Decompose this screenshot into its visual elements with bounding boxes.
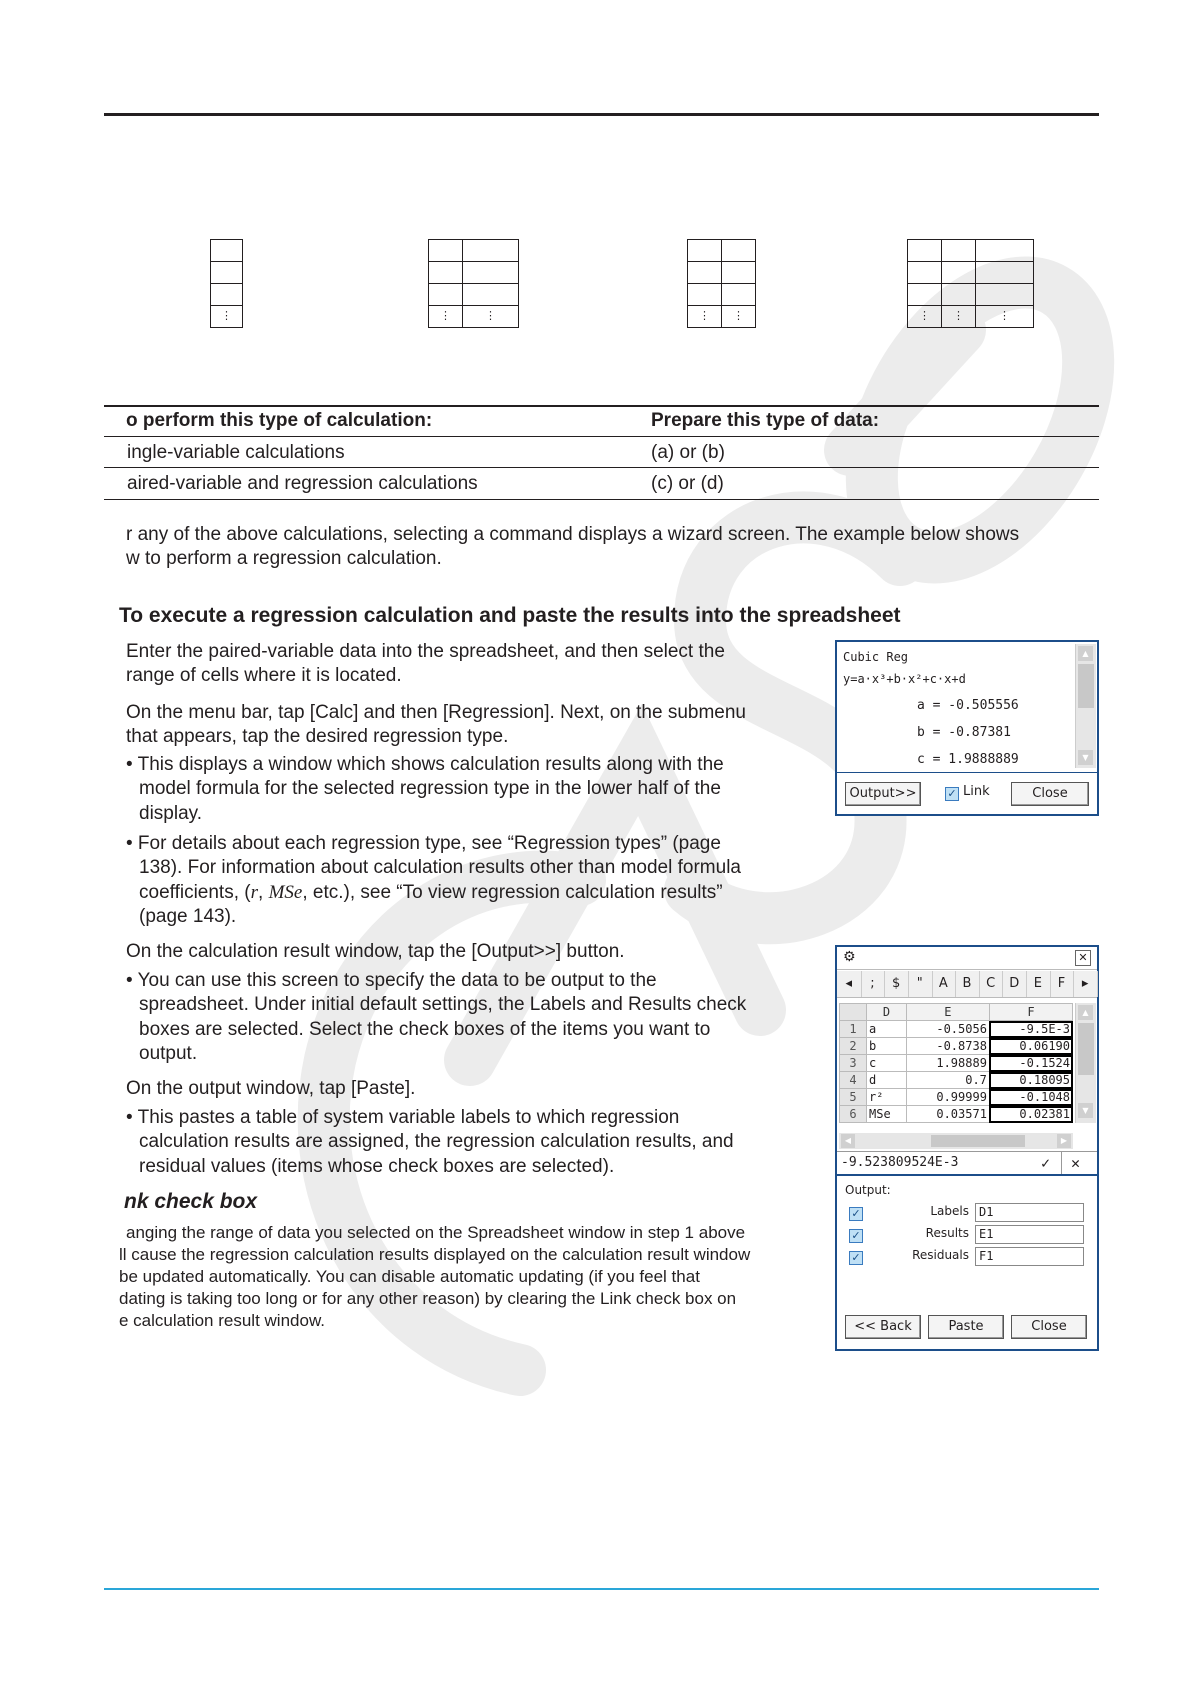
step1-line: Enter the paired-variable data into the spreadsheet, and then select the xyxy=(126,641,725,662)
bullet-line: (page 143). xyxy=(139,906,237,927)
divider xyxy=(1061,1152,1062,1174)
paste-button[interactable]: Paste xyxy=(928,1315,1004,1339)
table-top-rule xyxy=(104,405,1099,407)
cancel-x-icon[interactable]: ✕ xyxy=(1071,1154,1081,1172)
scroll-thumb[interactable] xyxy=(1078,1023,1094,1075)
intro-line: r any of the above calculations, selecting a command displays a wizard screen. The example below shows xyxy=(126,524,1020,545)
cell-label[interactable]: r² xyxy=(867,1089,907,1106)
bullet-line: calculation results are assigned, the regression calculation results, and xyxy=(139,1131,734,1152)
toolbar-item[interactable]: D xyxy=(1002,971,1027,997)
results-field[interactable]: E1 xyxy=(975,1225,1084,1244)
entry-line xyxy=(837,1151,1097,1176)
scroll-up-icon[interactable]: ▲ xyxy=(1078,646,1093,661)
data-grid-c: ⋮ ⋮ xyxy=(687,239,756,328)
toolbar-item[interactable]: " xyxy=(908,971,933,997)
result-scrollbar[interactable] xyxy=(1075,644,1096,768)
cell-residual[interactable]: -0.1524 xyxy=(989,1055,1072,1072)
cell-residual[interactable]: 0.18095 xyxy=(989,1072,1072,1089)
column-header[interactable]: D xyxy=(867,1004,907,1021)
scroll-right-icon[interactable]: ▶ xyxy=(1057,1134,1071,1148)
toolbar-item[interactable]: A xyxy=(932,971,957,997)
bullet-line: spreadsheet. Under initial default settings, the Labels and Results check xyxy=(139,994,747,1015)
top-rule xyxy=(104,113,1099,116)
spreadsheet-grid xyxy=(839,1003,1073,1123)
section-heading: To execute a regression calculation and paste the results into the spreadsheet xyxy=(119,604,901,627)
bullet-line: coefficients, (r, MSe, etc.), see “To view regression calculation results” xyxy=(139,882,723,903)
scroll-down-icon[interactable]: ▼ xyxy=(1078,1103,1093,1118)
cell-residual[interactable]: 0.02381 xyxy=(989,1106,1072,1123)
cell-label[interactable]: c xyxy=(867,1055,907,1072)
sheet-v-scrollbar[interactable] xyxy=(1075,1003,1096,1123)
bullet-line: • For details about each regression type, see “Regression types” (page xyxy=(126,833,721,854)
labels-label: Labels xyxy=(930,1204,969,1218)
result-a: a = -0.505556 xyxy=(917,698,1019,713)
results-label: Results xyxy=(925,1226,969,1240)
cell-label[interactable]: b xyxy=(867,1038,907,1055)
cell-label[interactable]: a xyxy=(867,1021,907,1038)
table-row xyxy=(840,1055,1073,1072)
regression-type-title: Cubic Reg xyxy=(843,650,909,664)
table-row-data: (c) or (d) xyxy=(651,473,724,494)
scroll-thumb[interactable] xyxy=(1078,664,1094,708)
intro-line: w to perform a regression calculation. xyxy=(126,548,442,569)
cell-residual[interactable]: -9.5E-3 xyxy=(989,1021,1072,1038)
bottom-rule xyxy=(104,1588,1099,1590)
cell-result[interactable]: 0.99999 xyxy=(906,1089,989,1106)
bullet-line: • This displays a window which shows calculation results along with the xyxy=(126,754,724,775)
table-rule xyxy=(104,436,1099,437)
scroll-up-icon[interactable]: ▲ xyxy=(1078,1005,1093,1020)
regression-result-window xyxy=(835,640,1099,816)
bullet-line: • You can use this screen to specify the data to be output to the xyxy=(126,970,657,991)
model-formula: y=a·x³+b·x²+c·x+d xyxy=(843,672,966,686)
bullet-line: output. xyxy=(139,1043,198,1064)
table-header-calc: o perform this type of calculation: xyxy=(126,410,433,431)
cell-label[interactable]: d xyxy=(867,1072,907,1089)
toolbar-item[interactable]: B xyxy=(955,971,980,997)
table-row xyxy=(840,1106,1073,1123)
row-header[interactable]: 5 xyxy=(840,1089,867,1106)
step2-line: On the menu bar, tap [Calc] and then [Regression]. Next, on the submenu xyxy=(126,702,746,723)
data-grid-a: ⋮ xyxy=(210,239,243,328)
close-button[interactable]: Close xyxy=(1011,1315,1087,1339)
bullet-line: model formula for the selected regression type in the lower half of the xyxy=(139,778,721,799)
table-row-data: (a) or (b) xyxy=(651,442,725,463)
table-row xyxy=(840,1089,1073,1106)
output-window-screen xyxy=(835,945,1099,1351)
residuals-label: Residuals xyxy=(912,1248,969,1262)
table-row-calc: ingle-variable calculations xyxy=(127,442,345,463)
labels-field[interactable]: D1 xyxy=(975,1203,1084,1222)
toolbar-item[interactable]: E xyxy=(1026,971,1051,997)
results-checkbox[interactable]: ✓ xyxy=(849,1229,863,1243)
residuals-checkbox[interactable]: ✓ xyxy=(849,1251,863,1265)
table-bottom-rule xyxy=(104,499,1099,500)
link-checkbox[interactable]: ✓ xyxy=(945,787,959,801)
sheet-h-scrollbar[interactable] xyxy=(839,1133,1073,1149)
row-header[interactable]: 4 xyxy=(840,1072,867,1089)
column-header[interactable]: F xyxy=(989,1004,1072,1021)
bullet-line: • This pastes a table of system variable labels to which regression xyxy=(126,1107,680,1128)
step2-line: that appears, tap the desired regression type. xyxy=(126,726,509,747)
cell-label[interactable]: MSe xyxy=(867,1106,907,1123)
step4-line: On the output window, tap [Paste]. xyxy=(126,1078,416,1099)
table-row-calc: aired-variable and regression calculations xyxy=(127,473,478,494)
result-b: b = -0.87381 xyxy=(917,725,1011,740)
data-grid-b: ⋮ ⋮ xyxy=(428,239,519,328)
link-text-line: dating is taking too long or for any other reason) by clearing the Link check box on xyxy=(119,1289,737,1308)
table-header-data: Prepare this type of data: xyxy=(651,410,880,431)
row-header[interactable]: 2 xyxy=(840,1038,867,1055)
h-scroll-thumb[interactable] xyxy=(931,1135,1025,1147)
toolbar-item[interactable]: ▸ xyxy=(1073,971,1098,997)
spreadsheet-toolbar xyxy=(837,971,1097,998)
link-text-line: e calculation result window. xyxy=(119,1311,326,1330)
cell-residual[interactable]: 0.06190 xyxy=(989,1038,1072,1055)
result-c: c = 1.9888889 xyxy=(917,752,1019,767)
close-button[interactable]: Close xyxy=(1011,782,1089,806)
link-text-line: ll cause the regression calculation results displayed on the calculation result window xyxy=(119,1245,751,1264)
table-row xyxy=(840,1021,1073,1038)
bullet-line: residual values (items whose check boxes are selected). xyxy=(139,1156,615,1177)
link-label: Link xyxy=(963,784,990,799)
toolbar-item[interactable]: F xyxy=(1050,971,1075,997)
scroll-left-icon[interactable]: ◀ xyxy=(841,1134,855,1148)
bullet-line: boxes are selected. Select the check boxes of the items you want to xyxy=(139,1019,711,1040)
row-header[interactable]: 1 xyxy=(840,1021,867,1038)
link-text-line: be updated automatically. You can disable automatic updating (if you feel that xyxy=(119,1267,700,1286)
confirm-check-icon[interactable]: ✓ xyxy=(1041,1154,1051,1172)
cell-residual[interactable]: -0.1048 xyxy=(989,1089,1072,1106)
scroll-down-icon[interactable]: ▼ xyxy=(1078,750,1093,765)
settings-gear-icon[interactable]: ⚙ xyxy=(843,949,856,965)
corner-cell[interactable] xyxy=(840,1004,867,1021)
toolbar-item[interactable]: C xyxy=(979,971,1004,997)
table-row xyxy=(840,1038,1073,1055)
back-button[interactable]: << Back xyxy=(845,1315,921,1339)
toolbar-item[interactable]: ◂ xyxy=(837,971,862,997)
labels-checkbox[interactable]: ✓ xyxy=(849,1207,863,1221)
divider xyxy=(837,772,1097,773)
data-grid-d: ⋮ ⋮ ⋮ xyxy=(907,239,1034,328)
bullet-line: 138). For information about calculation results other than model formula xyxy=(139,857,741,878)
cell-result[interactable]: 0.7 xyxy=(906,1072,989,1089)
cell-result[interactable]: 0.03571 xyxy=(906,1106,989,1123)
step3-line: On the calculation result window, tap the [Output>>] button. xyxy=(126,941,625,962)
toolbar-item[interactable]: $ xyxy=(884,971,909,997)
cell-result[interactable]: -0.5056 xyxy=(906,1021,989,1038)
toolbar-item[interactable]: ; xyxy=(861,971,886,997)
link-text-line: anging the range of data you selected on the Spreadsheet window in step 1 above xyxy=(126,1223,746,1242)
row-header[interactable]: 6 xyxy=(840,1106,867,1123)
output-label: Output: xyxy=(845,1183,891,1197)
step1-line: range of cells where it is located. xyxy=(126,665,402,686)
cell-result[interactable]: 1.98889 xyxy=(906,1055,989,1072)
bullet-line: display. xyxy=(139,803,203,824)
cell-result[interactable]: -0.8738 xyxy=(906,1038,989,1055)
table-row xyxy=(840,1072,1073,1089)
menu-bar xyxy=(837,947,1097,970)
link-checkbox-heading: nk check box xyxy=(124,1190,258,1213)
close-x-icon[interactable]: ✕ xyxy=(1075,950,1091,966)
output-button[interactable]: Output>> xyxy=(845,782,921,806)
column-header[interactable]: E xyxy=(906,1004,989,1021)
entry-value[interactable]: -9.523809524E-3 xyxy=(841,1155,959,1170)
row-header[interactable]: 3 xyxy=(840,1055,867,1072)
residuals-field[interactable]: F1 xyxy=(975,1247,1084,1266)
table-rule xyxy=(104,467,1099,468)
